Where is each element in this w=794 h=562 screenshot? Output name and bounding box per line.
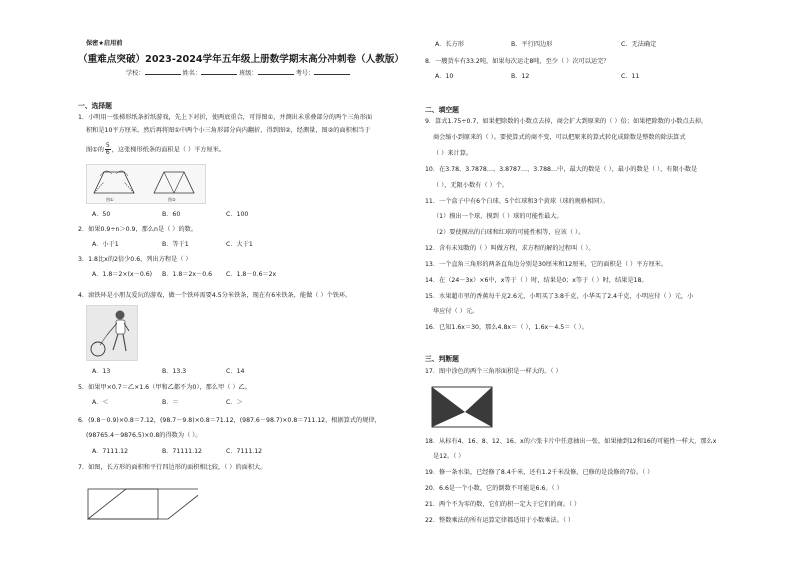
q6-option-c[interactable]: C．7111.12 (226, 448, 263, 455)
section-fill-title: 二、填空题 (425, 106, 459, 114)
q9-line3: （ ）来计算。 (433, 150, 473, 157)
class-label: 班级： (239, 70, 258, 77)
q13-stem: 13．一个直角三角形的两条直角边分别是30厘米和12厘米，它的面积是（ ）平方厘米。 (425, 261, 668, 268)
q6-line1: 6．(9.8－0.9)×0.8＝7.12，(98.7－9.8)×0.8＝71.12，(987.6－98.7)×0.8＝711.12，根据算式的规律， (78, 417, 381, 424)
secret-mark: 保密★启用前 (86, 40, 123, 47)
fraction-five-sixths: $\frac{5}{6}$ (105, 142, 110, 156)
q8-option-c[interactable]: C．11 (621, 73, 640, 80)
student-info-line (126, 68, 350, 78)
q16-stem: 16．已知1.6x＝30，那么4.8x＝（ ），1.6x－4.5＝（ ）。 (425, 324, 588, 331)
q1-figures (86, 164, 206, 204)
q8-stem: 8．一艘货车有33.2吨，如果每次运走8吨，至少（ ）次可以运完？ (425, 58, 610, 65)
q15-line2: 华应付（ ）元。 (433, 308, 479, 315)
q7-option-a[interactable]: A．长方形 (435, 41, 464, 48)
q10-line1: 10．在3.78、3.7878…、3.8787…、3.788…中，最大的数是（ ），最小的数是（ ），有限小数是 (425, 166, 698, 173)
q22-stem: 22．整数乘法的所有运算定律都适用于小数乘法。（ ） (425, 517, 575, 524)
q9-line1: 9．算式1.75÷0.7，如果把除数的小数点去掉，商会扩大到原来的（ ）倍；如果把除数的小数点去掉， (425, 118, 708, 125)
q20-stem: 20．6.6是一个小数，它的倒数不可能是6.6。（ ） (425, 485, 563, 492)
q4-option-b[interactable]: B．13.3 (162, 368, 187, 375)
q1-line1: 1．小明用一张梯形纸条折纸游戏，先上下对折，使两底重合，可得图①，并测出未重叠部分的两个三角形面 (78, 114, 373, 121)
q1-option-c[interactable]: C．100 (226, 211, 249, 218)
school-label: 学校： (126, 70, 145, 77)
q3-stem: 3．1.8比x的2倍少0.6，列出方程是（ ） (78, 256, 192, 263)
hoop-rolling-boy-picture (86, 305, 138, 361)
q9-line2: 商会缩小到原来的（ ）。要使算式的商不变，可以把原来的算式转化成除数是整数的除法算式 (433, 134, 686, 141)
q6-option-a[interactable]: A．7111.12 (92, 448, 129, 455)
q19-stem: 19．修一条水渠，已经修了8.4千米，还有1.2千米没修，已修的是没修的7倍。（ ） (425, 469, 654, 476)
exam-title: （重难点突破）2023-2024学年五年级上册数学期末高分冲刺卷（人教版） (78, 54, 405, 65)
q4-option-c[interactable]: C．14 (226, 368, 245, 375)
q10-line2: （ ），无限小数有（ ）个。 (433, 182, 509, 189)
q11-part1: （1）摸出一个球，摸到（ ）球的可能性最大。 (433, 213, 563, 220)
q8-option-a[interactable]: A．10 (435, 73, 454, 80)
q5-option-a[interactable]: A．＜ (92, 399, 109, 406)
class-blank[interactable] (258, 68, 294, 75)
q2-option-a[interactable]: A．小于1 (92, 241, 119, 248)
q7-option-b[interactable]: B．平行四边形 (511, 41, 553, 48)
q4-stem: 4．滚铁环是小朋友爱玩的游戏，做一个铁环需要4.5分米铁条，现在有6米铁条，能做（ ）个铁环。 (78, 292, 352, 299)
q18-line2: 是12。（ ） (433, 453, 465, 460)
q21-stem: 21．两个不为零的数，它们的积一定大于它们的商。（ ） (425, 501, 581, 508)
q15-line1: 15．水果超市里的香蕉每千克2.6元，小明买了3.8千克，小华买了2.4千克，小明应付（ ）元，小 (425, 293, 694, 300)
q1-option-b[interactable]: B．60 (162, 211, 181, 218)
q8-option-b[interactable]: B．12 (511, 73, 530, 80)
q5-option-b[interactable]: B．＝ (162, 399, 179, 406)
name-label: 姓名： (182, 70, 202, 77)
q18-line1: 18．从标有4、16、8、12、16、x的六张卡片中任意抽出一张，如果抽到12和16的可能性一样大，那么x (425, 438, 717, 445)
q6-line2: (98765.4－9876.5)×0.8的得数为（ ）。 (86, 432, 202, 439)
q1-line2: 积和是10平方厘米。然后再将图①中两个小三角形部分向内翻折，得到图②，经测量，图②的面积相当于 (86, 127, 371, 134)
q5-option-c[interactable]: C．＞ (226, 399, 243, 406)
q1-line3: 图①的 $\frac{5}{6}$ ，这张梯形纸条的面积是（ ）平方厘米。 (86, 142, 226, 156)
q3-option-c[interactable]: C．1.8－0.6＝2x (226, 271, 277, 278)
q1-fig1-caption: 图① (106, 197, 114, 202)
q7-option-c[interactable]: C．无法确定 (621, 41, 657, 48)
q17-stem: 17．图中涂色的两个三角形面积是一样大的。（ ） (425, 368, 562, 375)
section-judge-title: 三、判断题 (425, 355, 459, 363)
q11-part2: （2）要使摸出的白球和红球的可能性相等，应该（ ）。 (433, 229, 585, 236)
q5-stem: 5．如果甲×0.7＝乙×1.6（甲和乙都不为0），那么甲（ ）乙。 (78, 384, 251, 391)
q3-option-a[interactable]: A．1.8＝2×(x－0.6) (92, 271, 153, 278)
exam-no-blank[interactable] (314, 68, 350, 75)
q1-option-a[interactable]: A．50 (92, 211, 111, 218)
school-blank[interactable] (145, 68, 181, 75)
name-blank[interactable] (201, 68, 237, 75)
q11-stem: 11．一个盒子中有6个白球、5个红球和3个黄球（球的规格相同）。 (425, 198, 609, 205)
q14-stem: 14．在（24－3x）×6中，x等于（ ）时，结果是0；x等于（ ）时，结果是18。 (425, 277, 648, 284)
q2-stem: 2．如果0.9÷n＞0.9，那么n是（ ）的数。 (78, 226, 198, 233)
section-choice-title: 一、选择题 (78, 102, 112, 110)
rectangle-parallelogram-figure (86, 481, 198, 523)
q2-option-b[interactable]: B．等于1 (162, 241, 189, 248)
q3-option-b[interactable]: B．1.8＝2x－0.6 (162, 271, 213, 278)
q2-option-c[interactable]: C．大于1 (226, 241, 253, 248)
q6-option-b[interactable]: B．71111.12 (162, 448, 202, 455)
q7-stem: 7．如图，长方形的面积和平行四边形的面积相比较，（ ）的面积大。 (78, 464, 267, 471)
exam-no-label: 考号： (295, 70, 315, 77)
q1-fig2-caption: 图② (168, 197, 176, 202)
shaded-triangles-figure (431, 386, 493, 428)
q12-stem: 12．含有未知数的（ ）叫做方程，求方程的解的过程叫（ ）。 (425, 245, 595, 252)
q4-option-a[interactable]: A．13 (92, 368, 111, 375)
